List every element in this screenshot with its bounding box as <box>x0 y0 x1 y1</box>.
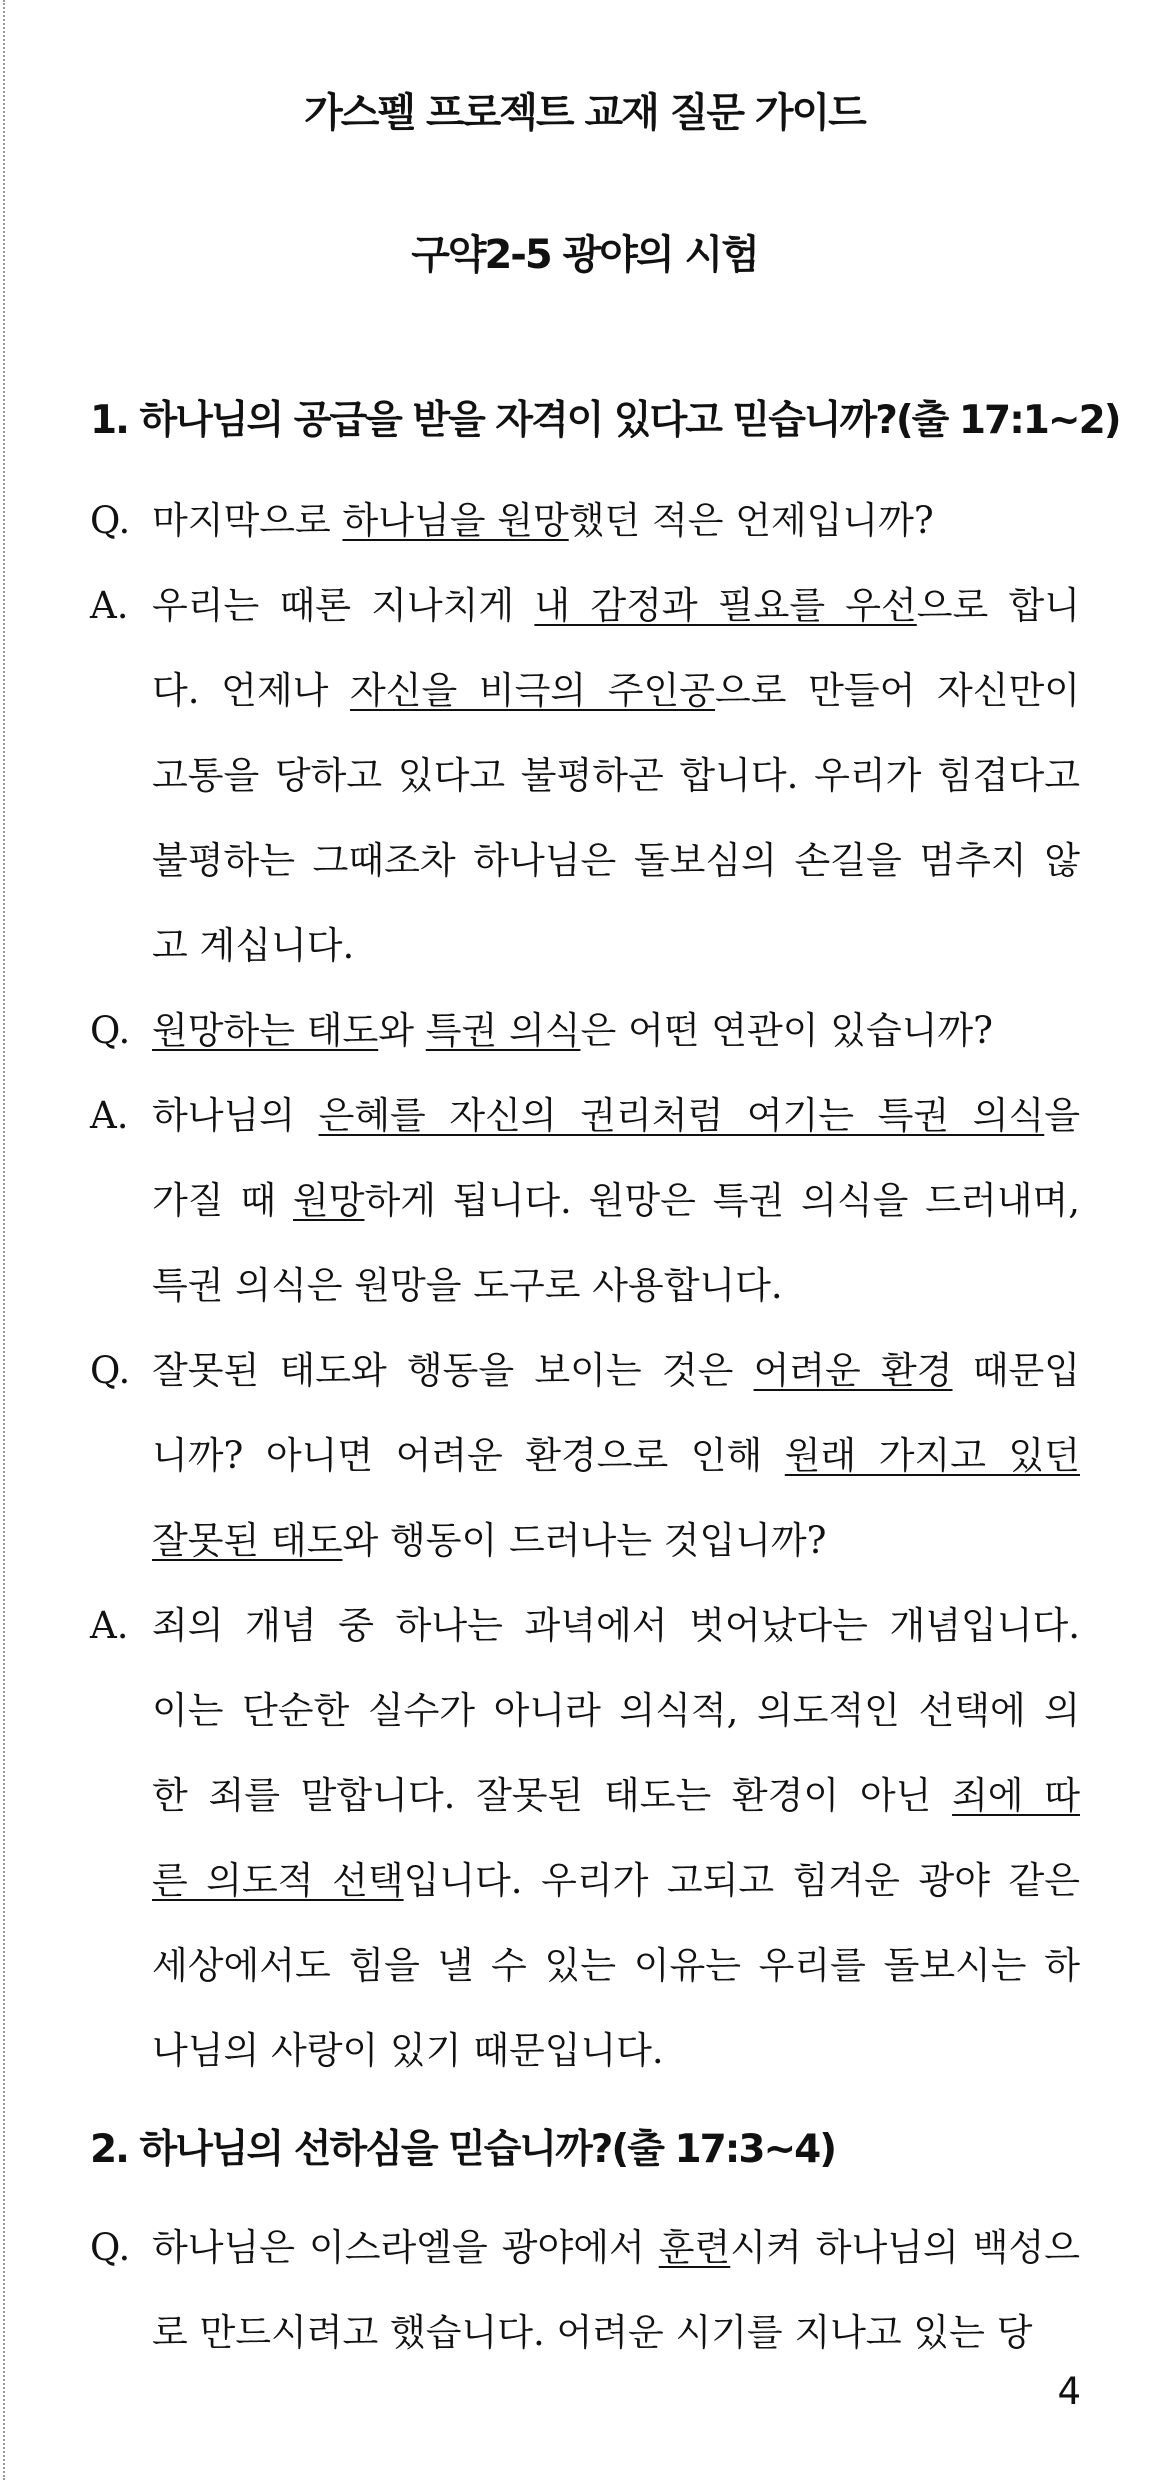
text-line: 원망하는 태도와 특권 의식은 어떤 연관이 있습니까? <box>152 1009 994 1052</box>
text-line: 니까? 아니면 어려운 환경으로 인해 원래 가지고 있던 <box>152 1434 1080 1477</box>
answer-marker: A. <box>90 1094 129 1137</box>
underlined-phrase: 내 감정과 필요를 우선 <box>534 584 917 627</box>
text-line: 나님의 사랑이 있기 때문입니다. <box>152 2029 664 2072</box>
text-line: 하나님은 이스라엘을 광야에서 훈련시켜 하나님의 백성으 <box>152 2226 1080 2269</box>
underlined-phrase: 원래 가지고 있던 <box>784 1434 1080 1477</box>
text-line: 고통을 당하고 있다고 불평하곤 합니다. 우리가 힘겹다고 <box>152 754 1080 797</box>
section-heading-1: 1. 하나님의 공급을 받을 자격이 있다고 믿습니까?(출 17:1~2) <box>90 398 1120 443</box>
underlined-phrase: 훈련 <box>658 2226 731 2269</box>
question-marker: Q. <box>90 499 131 542</box>
lesson-title: 구약2-5 광야의 시험 <box>411 232 758 278</box>
text-line: 하나님의 은혜를 자신의 권리처럼 여기는 특권 의식을 <box>152 1094 1080 1137</box>
text-line: 다. 언제나 자신을 비극의 주인공으로 만들어 자신만이 <box>152 669 1080 712</box>
text-line: 잘못된 태도와 행동을 보이는 것은 어려운 환경 때문입 <box>152 1349 1080 1392</box>
text-line: 우리는 때론 지나치게 내 감정과 필요를 우선으로 합니 <box>152 584 1080 627</box>
underlined-phrase: 원망 <box>292 1179 365 1222</box>
block-text <box>152 988 1080 1073</box>
underlined-phrase: 특권 의식 <box>425 1009 581 1052</box>
underlined-phrase: 원망하는 태도 <box>152 1009 379 1052</box>
underlined-phrase: 어려운 환경 <box>753 1349 953 1392</box>
underlined-phrase: 잘못된 태도 <box>152 1519 343 1562</box>
answer-block <box>90 1073 1080 1328</box>
page-number: 4 <box>1057 2370 1081 2413</box>
underlined-phrase: 은혜를 자신의 권리처럼 여기는 특권 의식 <box>318 1094 1045 1137</box>
text-line: 로 만드시려고 했습니다. 어려운 시기를 지나고 있는 당 <box>152 2311 1033 2354</box>
question-block <box>90 2205 1080 2375</box>
answer-marker: A. <box>90 1604 129 1647</box>
text-line: 른 의도적 선택입니다. 우리가 고되고 힘겨운 광야 같은 <box>152 1859 1080 1902</box>
block-text <box>152 563 1080 988</box>
answer-block <box>90 1583 1080 2093</box>
document-title: 가스펠 프로젝트 교재 질문 가이드 <box>304 90 865 136</box>
question-block <box>90 1328 1080 1583</box>
question-marker: Q. <box>90 2226 131 2269</box>
underlined-phrase: 자신을 비극의 주인공 <box>350 669 716 712</box>
question-block <box>90 988 1080 1073</box>
answer-marker: A. <box>90 584 129 627</box>
underlined-phrase: 른 의도적 선택 <box>152 1859 404 1902</box>
block-text <box>152 1328 1080 1583</box>
text-line: 세상에서도 힘을 낼 수 있는 이유는 우리를 돌보시는 하 <box>152 1944 1080 1987</box>
underlined-phrase: 죄에 따 <box>952 1774 1080 1817</box>
section-heading-2: 2. 하나님의 선하심을 믿습니까?(출 17:3~4) <box>90 2127 836 2172</box>
block-text <box>152 478 1080 563</box>
block-text <box>152 2205 1080 2375</box>
answer-block <box>90 563 1080 988</box>
text-line: 마지막으로 하나님을 원망했던 적은 언제입니까? <box>152 499 934 542</box>
underlined-phrase: 하나님을 원망 <box>342 499 569 542</box>
text-line: 죄의 개념 중 하나는 과녁에서 벗어났다는 개념입니다. <box>152 1604 1080 1647</box>
text-line: 한 죄를 말합니다. 잘못된 태도는 환경이 아닌 죄에 따 <box>152 1774 1080 1817</box>
text-line: 이는 단순한 실수가 아니라 의식적, 의도적인 선택에 의 <box>152 1689 1080 1732</box>
block-text <box>152 1073 1080 1328</box>
text-line: 잘못된 태도와 행동이 드러나는 것입니까? <box>152 1519 827 1562</box>
question-block <box>90 478 1080 563</box>
text-line: 고 계십니다. <box>152 924 355 967</box>
text-line: 불평하는 그때조차 하나님은 돌보심의 손길을 멈추지 않 <box>152 839 1080 882</box>
question-marker: Q. <box>90 1349 131 1392</box>
block-text <box>152 1583 1080 2093</box>
question-marker: Q. <box>90 1009 131 1052</box>
text-line: 특권 의식은 원망을 도구로 사용합니다. <box>152 1264 783 1307</box>
text-line: 가질 때 원망하게 됩니다. 원망은 특권 의식을 드러내며, <box>152 1179 1080 1222</box>
